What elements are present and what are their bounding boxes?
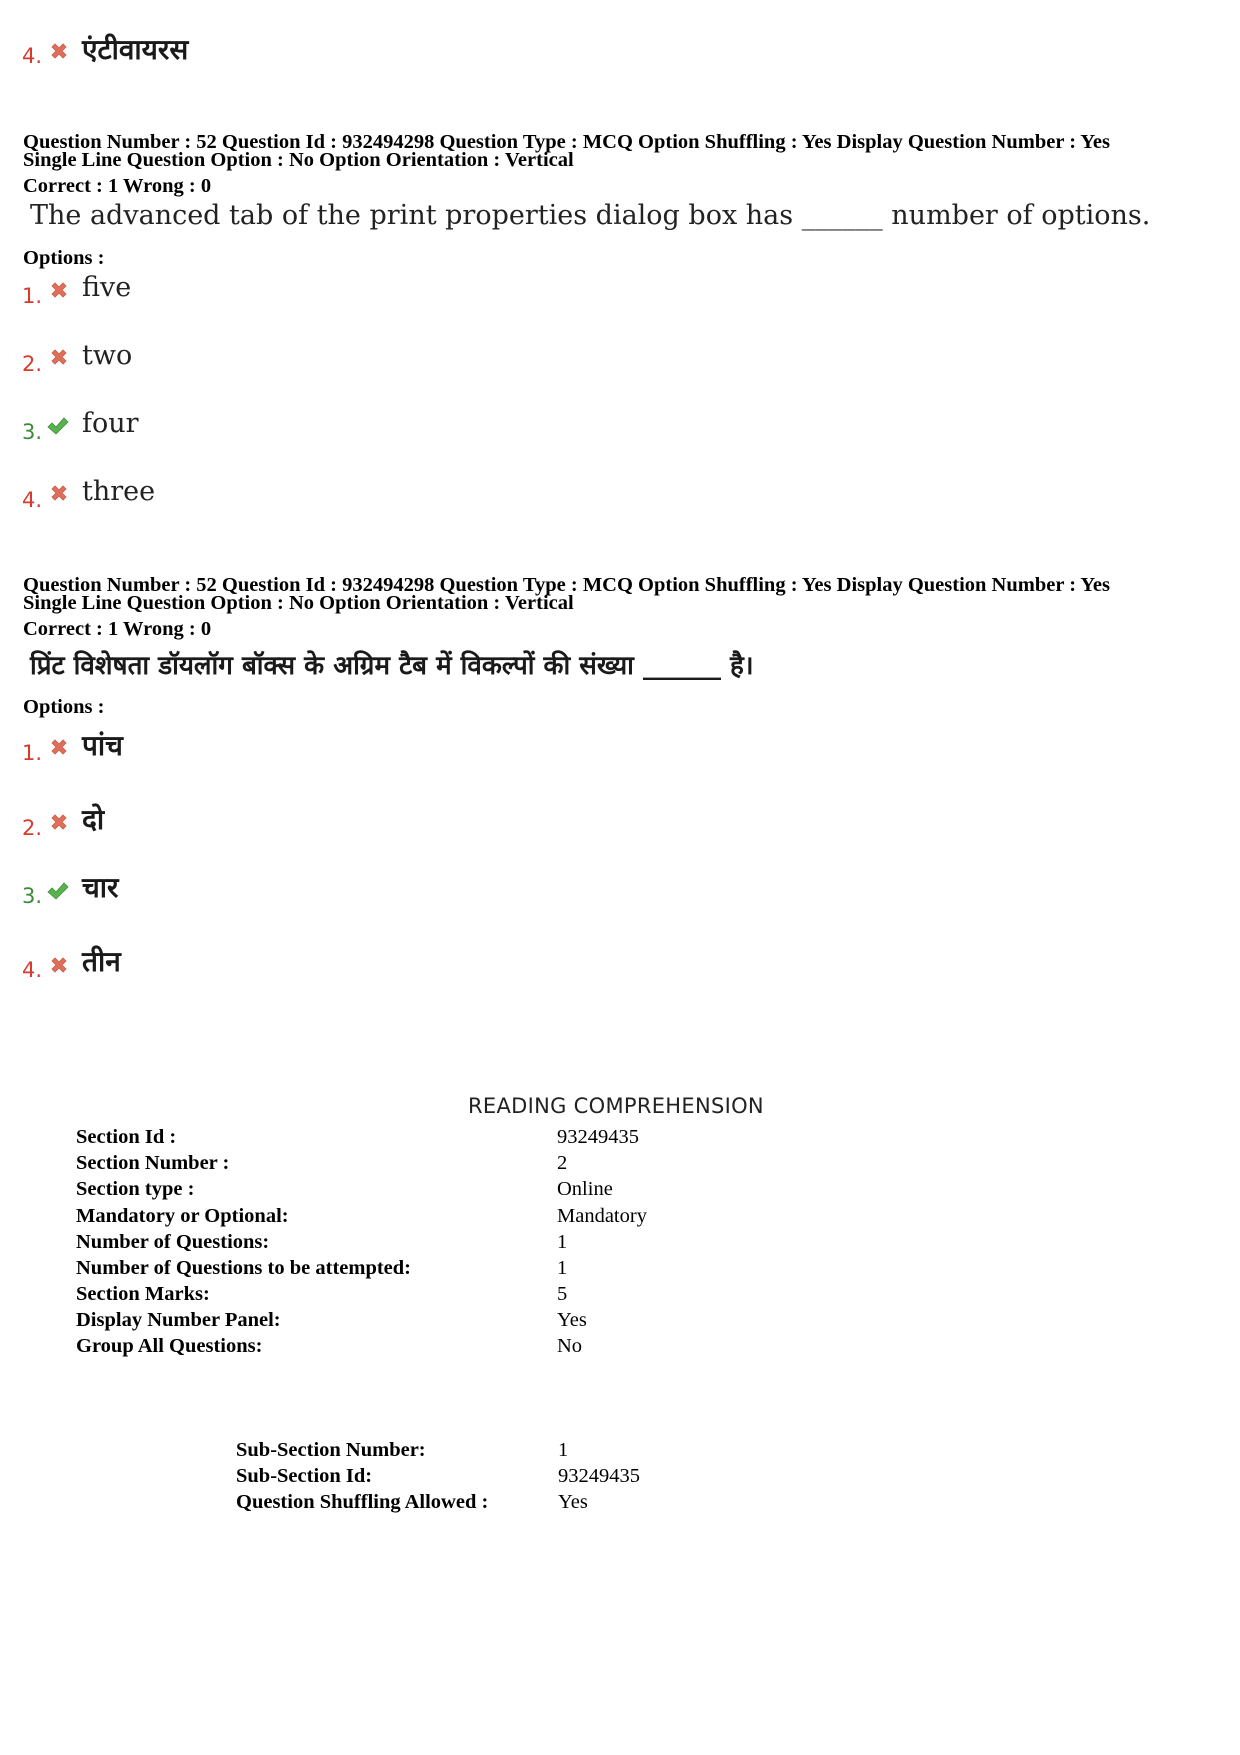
question-shuffling-label: Question Shuffling Allowed : <box>236 1491 489 1513</box>
option-text: four <box>82 408 139 439</box>
cross-icon <box>48 279 70 301</box>
option-text: पांच <box>82 729 123 762</box>
cross-icon <box>48 736 70 758</box>
check-icon <box>46 415 70 437</box>
display-panel-label: Display Number Panel: <box>76 1309 281 1331</box>
num-questions-value: 1 <box>557 1231 568 1253</box>
option-text: चार <box>82 871 119 904</box>
section-type-label: Section type : <box>76 1178 195 1200</box>
option-text: तीन <box>82 945 121 978</box>
options-label: Options : <box>23 247 105 269</box>
option-number: 4. <box>22 958 43 982</box>
option-number: 2. <box>22 352 43 376</box>
option-3 <box>22 408 422 448</box>
section-type-value: Online <box>557 1178 613 1200</box>
question-shuffling-value: Yes <box>558 1491 588 1513</box>
section-id-label: Section Id : <box>76 1126 177 1148</box>
question-meta-line1: Question Number : 52 Question Id : 932494298 Question Type : MCQ Option Shuffling : Yes Display Question Number : Yes <box>23 131 1110 153</box>
question-meta-line1: Question Number : 52 Question Id : 932494298 Question Type : MCQ Option Shuffling : Yes Display Question Number : Yes <box>23 574 1110 596</box>
section-title: READING COMPREHENSION <box>468 1094 764 1118</box>
section-number-label: Section Number : <box>76 1152 230 1174</box>
question-text: प्रिंट विशेषता डॉयलॉग बॉक्स के अग्रिम टैब में विकल्पों की संख्या ______ है। <box>30 651 754 681</box>
options-label: Options : <box>23 696 105 718</box>
section-id-value: 93249435 <box>557 1126 639 1148</box>
option-number: 3. <box>22 884 43 908</box>
option-1 <box>22 728 422 768</box>
question-marks: Correct : 1 Wrong : 0 <box>23 175 212 197</box>
subsection-id-value: 93249435 <box>558 1465 640 1487</box>
mandatory-label: Mandatory or Optional: <box>76 1205 289 1227</box>
option-text: three <box>82 476 156 507</box>
cross-icon <box>48 346 70 368</box>
question-meta-line2: Single Line Question Option : No Option Orientation : Vertical <box>23 149 574 171</box>
display-panel-value: Yes <box>557 1309 587 1331</box>
question-meta-line2: Single Line Question Option : No Option Orientation : Vertical <box>23 592 574 614</box>
option-text: एंटीवायरस <box>82 33 189 66</box>
option-1 <box>22 272 422 312</box>
group-questions-label: Group All Questions: <box>76 1335 263 1357</box>
num-attempt-label: Number of Questions to be attempted: <box>76 1257 411 1279</box>
num-questions-label: Number of Questions: <box>76 1231 270 1253</box>
option-number: 3. <box>22 420 43 444</box>
check-icon <box>46 880 70 902</box>
option-number: 4. <box>22 488 43 512</box>
cross-icon <box>48 40 70 62</box>
mandatory-value: Mandatory <box>557 1205 647 1227</box>
option-number: 4. <box>22 44 43 68</box>
group-questions-value: No <box>557 1335 583 1357</box>
section-info-table <box>76 1126 776 1366</box>
question-text: The advanced tab of the print properties dialog box has ______ number of options. <box>30 200 1151 231</box>
subsection-info-table <box>236 1439 736 1519</box>
option-2 <box>22 340 422 380</box>
option-4 <box>22 476 422 516</box>
cross-icon <box>48 482 70 504</box>
option-2 <box>22 804 422 844</box>
subsection-number-label: Sub-Section Number: <box>236 1439 426 1461</box>
section-marks-value: 5 <box>557 1283 568 1305</box>
option-text: two <box>82 340 133 371</box>
option-number: 1. <box>22 741 43 765</box>
option-text: five <box>82 272 132 303</box>
prev-option-4 <box>22 32 422 72</box>
subsection-id-label: Sub-Section Id: <box>236 1465 373 1487</box>
option-number: 1. <box>22 284 43 308</box>
option-text: दो <box>82 803 105 836</box>
cross-icon <box>48 811 70 833</box>
num-attempt-value: 1 <box>557 1257 568 1279</box>
cross-icon <box>48 954 70 976</box>
section-marks-label: Section Marks: <box>76 1283 210 1305</box>
option-3 <box>22 872 422 912</box>
subsection-number-value: 1 <box>558 1439 569 1461</box>
option-number: 2. <box>22 816 43 840</box>
section-number-value: 2 <box>557 1152 568 1174</box>
question-marks: Correct : 1 Wrong : 0 <box>23 618 212 640</box>
option-4 <box>22 946 422 986</box>
